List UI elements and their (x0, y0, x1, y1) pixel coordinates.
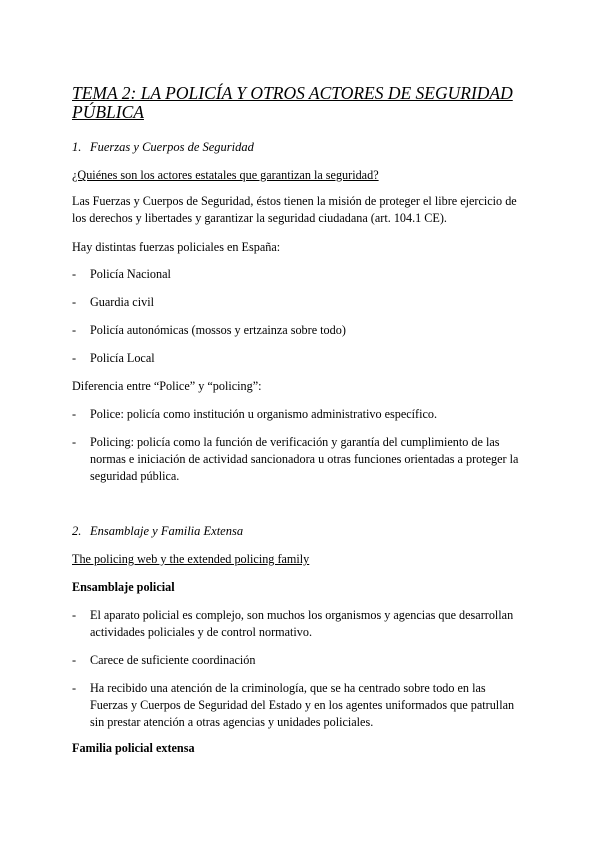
section1-question: ¿Quiénes son los actores estatales que garantizan la seguridad? (72, 168, 379, 182)
section1-number: 1. (72, 140, 82, 154)
list-marker: - (72, 608, 77, 622)
familia-heading: Familia policial extensa (72, 741, 195, 755)
list-item (72, 406, 522, 423)
force-item: Policía autonómicas (mossos y ertzainza sobre todo) (90, 323, 346, 337)
list-item (72, 294, 522, 311)
list-marker: - (72, 267, 77, 281)
list-item (72, 680, 522, 731)
list-marker: - (72, 351, 77, 365)
ensamblaje-item: Carece de suficiente coordinación (90, 653, 256, 667)
section1-title: Fuerzas y Cuerpos de Seguridad (90, 140, 254, 154)
ensamblaje-heading: Ensamblaje policial (72, 580, 175, 594)
list-marker: - (72, 295, 77, 309)
force-item: Policía Nacional (90, 267, 171, 281)
list-item (72, 607, 522, 641)
diff-item: Police: policía como institución u organismo administrativo específico. (90, 407, 438, 421)
list-marker: - (72, 407, 77, 421)
list-marker: - (72, 681, 77, 695)
ensamblaje-item: Ha recibido una atención de la criminología, que se ha centrado sobre todo en las Fuerzas y Cuerpos de Seguridad del Estado y en los agentes uniformados que patrullan sin prestar atención a otras agencias y unidades policiales. (90, 681, 515, 729)
forces-intro: Hay distintas fuerzas policiales en España: (72, 240, 281, 254)
diff-item: Policing: policía como la función de verificación y garantía del cumplimiento de las normas e iniciación de actividad sancionadora u otras funciones orientadas a proteger la seguridad pública. (90, 435, 519, 483)
list-marker: - (72, 323, 77, 337)
section2-subtitle: The policing web y the extended policing family (72, 552, 310, 566)
list-marker: - (72, 435, 77, 449)
section1-heading (72, 140, 254, 155)
list-item (72, 266, 522, 283)
list-item (72, 434, 522, 485)
document-title: TEMA 2: LA POLICÍA Y OTROS ACTORES DE SEGURIDAD PÚBLICA (72, 83, 513, 122)
list-marker: - (72, 653, 77, 667)
section2-number: 2. (72, 524, 82, 538)
section2-heading (72, 524, 243, 539)
list-item (72, 652, 522, 669)
list-item (72, 350, 522, 367)
force-item: Guardia civil (90, 295, 154, 309)
ensamblaje-item: El aparato policial es complejo, son muchos los organismos y agencias que desarrollan actividades policiales y de control normativo. (90, 608, 514, 639)
diff-intro: Diferencia entre “Police” y “policing”: (72, 379, 262, 393)
list-item (72, 322, 522, 339)
force-item: Policía Local (90, 351, 155, 365)
section1-paragraph: Las Fuerzas y Cuerpos de Seguridad, éstos tienen la misión de proteger el libre ejercicio de los derechos y libertades y garantizar la seguridad ciudadana (art. 104.1 CE). (72, 194, 517, 225)
section2-title: Ensamblaje y Familia Extensa (90, 524, 244, 538)
